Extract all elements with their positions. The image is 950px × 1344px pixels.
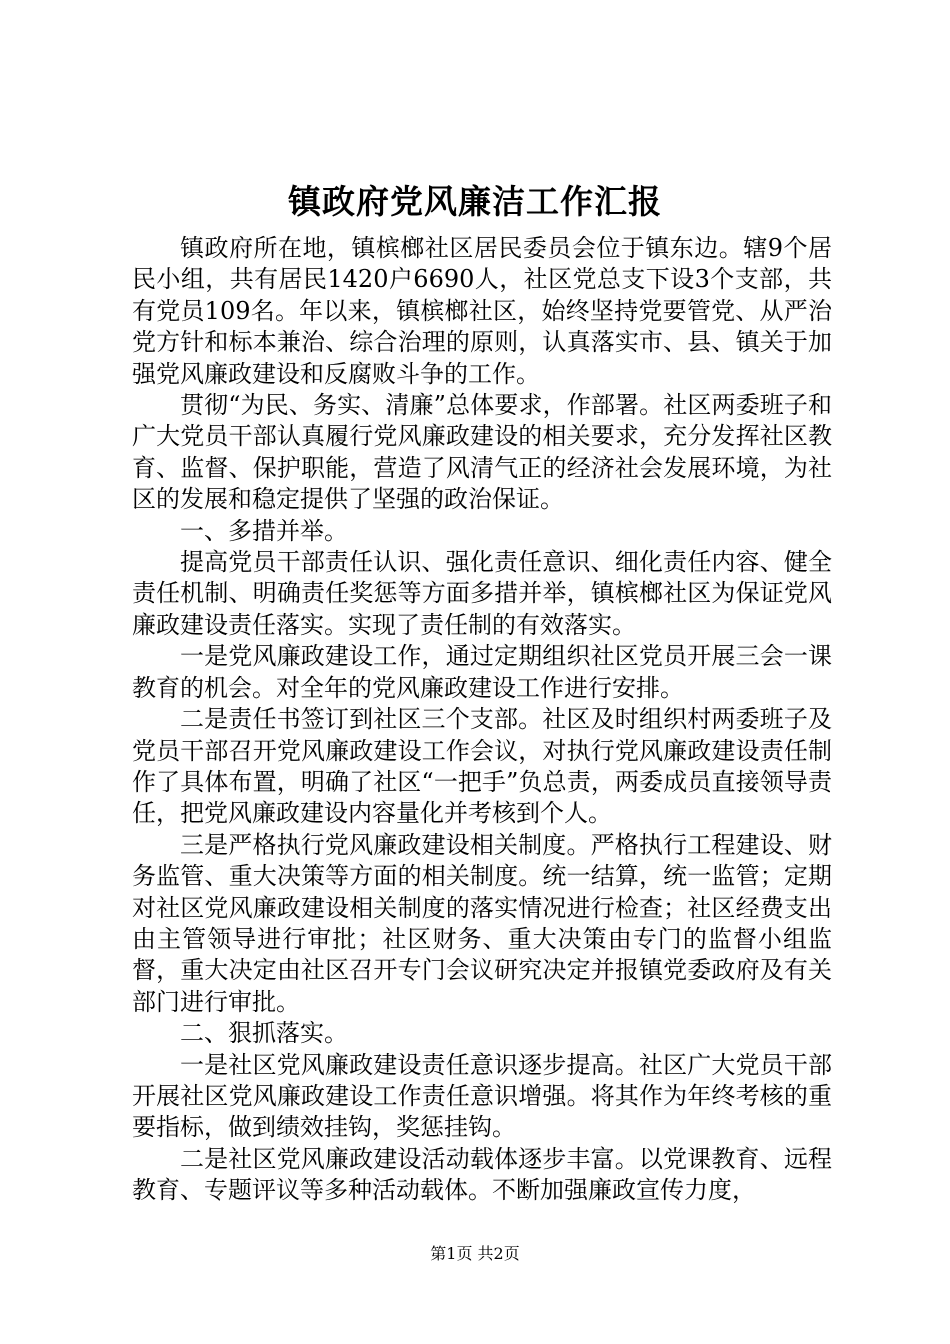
document-title: 镇政府党风廉洁工作汇报 — [288, 182, 662, 221]
paragraph-intro: 镇政府所在地，镇槟榔社区居民委员会位于镇东边。辖9个居民小组，共有居民1420户6690人，社区党总支下设3个支部，共有党员109名。年以来，镇槟榔社区，始终坚持党要管党、从严治党方针和标本兼治、综合治理的原则，认真落实市、县、镇关于加强党风廉政建设和反腐败斗争的工作。 — [132, 234, 832, 388]
paragraph-measures: 提高党员干部责任认识、强化责任意识、细化责任内容、健全责任机制、明确责任奖惩等方面多措并举，镇槟榔社区为保证党风廉政建设责任落实。实现了责任制的有效落实。 — [132, 548, 832, 639]
section-heading-1: 一、多措并举。 — [180, 516, 348, 545]
paragraph-implementation-2: 二是社区党风廉政建设活动载体逐步丰富。以党课教育、远程教育、专题评议等多种活动载体。不断加强廉政宣传力度， — [132, 1144, 832, 1205]
paragraph-item-3: 三是严格执行党风廉政建设相关制度。严格执行工程建设、财务监管、重大决策等方面的相关制度。统一结算，统一监管；定期对社区党风廉政建设相关制度的落实情况进行检查；社区经费支出由主管领导进行审批；社区财务、重大决策由专门的监督小组监督，重大决定由社区召开专门会议研究决定并报镇党委政府及有关部门进行审批。 — [132, 830, 832, 1016]
section-heading-2: 二、狠抓落实。 — [180, 1019, 348, 1048]
paragraph-requirements: 贯彻“为民、务实、清廉”总体要求，作部署。社区两委班子和广大党员干部认真履行党风廉政建设的相关要求，充分发挥社区教育、监督、保护职能，营造了风清气正的经济社会发展环境，为社区的发展和稳定提供了坚强的政治保证。 — [132, 391, 832, 514]
paragraph-implementation-1: 一是社区党风廉政建设责任意识逐步提高。社区广大党员干部开展社区党风廉政建设工作责任意识增强。将其作为年终考核的重要指标，做到绩效挂钩，奖惩挂钩。 — [132, 1050, 832, 1142]
document-body — [132, 233, 832, 1207]
page-footer: 第1页 共2页 — [430, 1244, 520, 1263]
paragraph-item-2: 二是责任书签订到社区三个支部。社区及时组织村两委班子及党员干部召开党风廉政建设工作会议，对执行党风廉政建设责任制作了具体布置，明确了社区“一把手”负总责，两委成员直接领导责任，把党风廉政建设内容量化并考核到个人。 — [132, 705, 832, 828]
paragraph-item-1: 一是党风廉政建设工作，通过定期组织社区党员开展三会一课教育的机会。对全年的党风廉政建设工作进行安排。 — [132, 642, 832, 702]
